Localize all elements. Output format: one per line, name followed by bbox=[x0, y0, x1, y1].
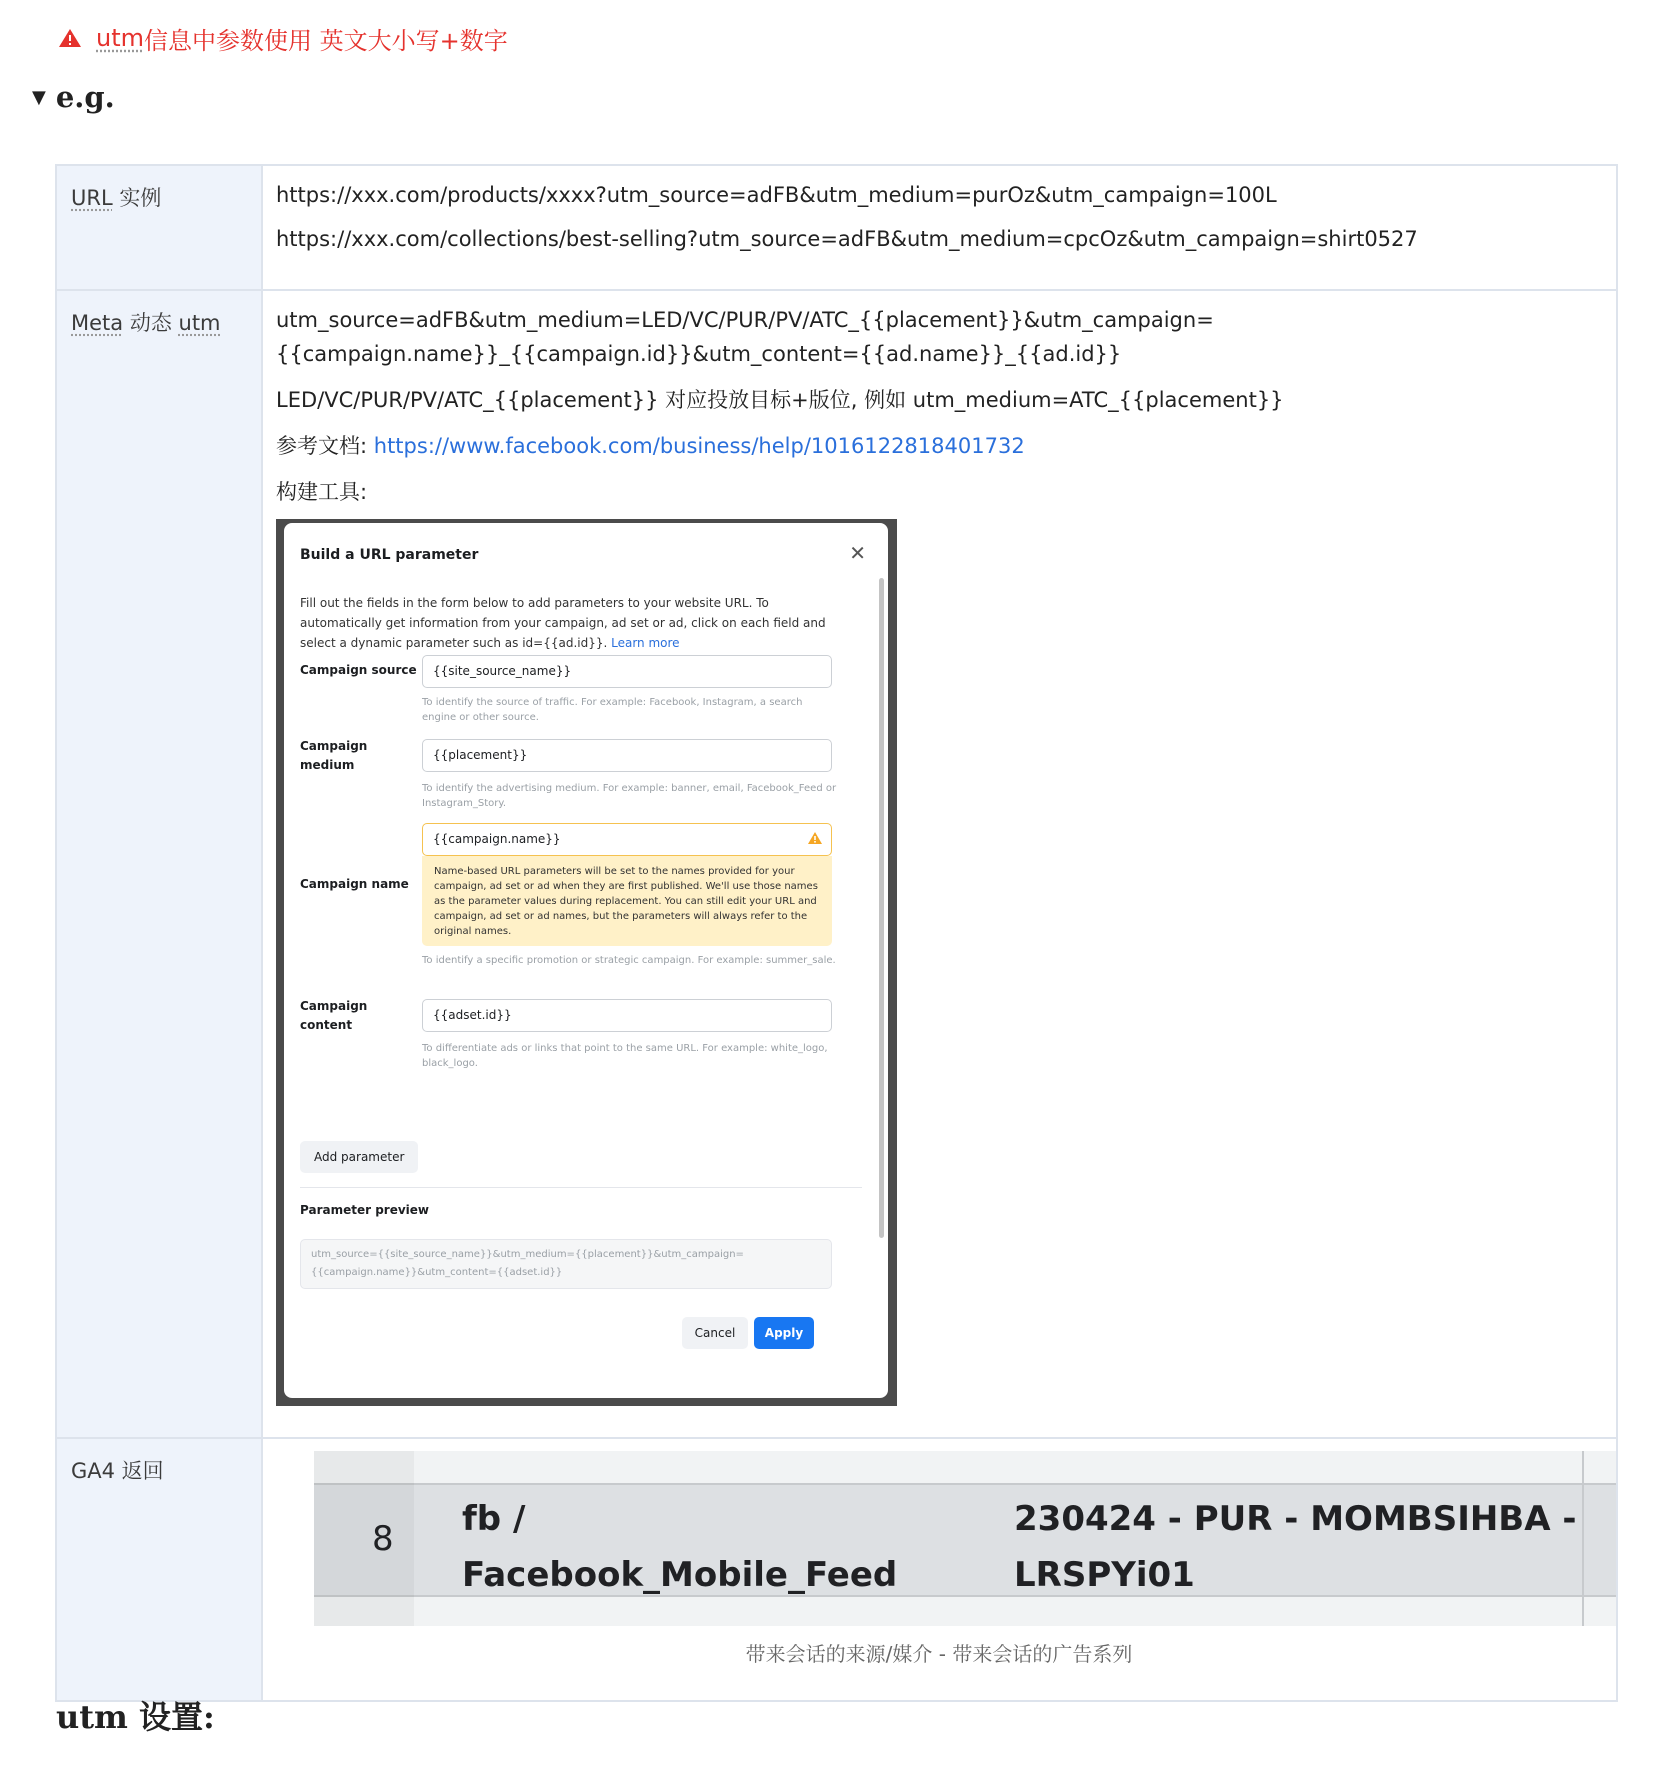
warning-prefix: utm bbox=[96, 24, 144, 52]
meta-utm-template-2: {{campaign.name}}_{{campaign.id}}&utm_content={{ad.name}}_{{ad.id}} bbox=[276, 342, 1122, 366]
eg-toggle[interactable] bbox=[32, 80, 115, 114]
url-example-2: https://xxx.com/collections/best-selling?utm_source=adFB&utm_medium=cpcOz&utm_campaign=shirt0527 bbox=[276, 227, 1418, 251]
url-example-1: https://xxx.com/products/xxxx?utm_source=adFB&utm_medium=purOz&utm_campaign=100L bbox=[276, 183, 1277, 207]
campaign-medium-hint: To identify the advertising medium. For example: banner, email, Facebook_Feed or Instagram_Story. bbox=[422, 783, 837, 809]
warning-triangle-icon bbox=[58, 28, 82, 48]
reference-line: 参考文档: https://www.facebook.com/business/help/1016122818401732 bbox=[276, 434, 1025, 458]
add-parameter-button[interactable]: Add parameter bbox=[300, 1141, 418, 1173]
ga4-row-number: 8 bbox=[372, 1519, 394, 1559]
example-table bbox=[55, 164, 1618, 1702]
campaign-medium-label: Campaign medium bbox=[300, 739, 368, 772]
parameter-preview-box: utm_source={{site_source_name}}&utm_medium={{placement}}&utm_campaign={{campaign.name}}&utm_content={{adset.id}} bbox=[300, 1239, 832, 1289]
row-value-ga4 bbox=[262, 1438, 1617, 1701]
warning-triangle-icon bbox=[807, 831, 823, 845]
warning-text: 信息中参数使用 英文大小写+数字 bbox=[144, 26, 508, 55]
ga4-report-screenshot bbox=[314, 1451, 1616, 1626]
campaign-source-input[interactable]: {{site_source_name}} bbox=[422, 655, 832, 688]
ga4-caption: 带来会话的来源/媒介 - 带来会话的广告系列 bbox=[745, 1642, 1133, 1666]
apply-button[interactable]: Apply bbox=[754, 1317, 814, 1349]
dialog-title: Build a URL parameter bbox=[300, 547, 479, 563]
campaign-name-label: Campaign name bbox=[300, 877, 409, 891]
meta-utm-template-1: utm_source=adFB&utm_medium=LED/VC/PUR/PV/ATC_{{placement}}&utm_campaign= bbox=[276, 308, 1214, 332]
learn-more-link[interactable]: Learn more bbox=[611, 636, 680, 650]
caret-down-icon: ▼ bbox=[32, 86, 46, 108]
url-builder-screenshot bbox=[276, 519, 897, 1406]
url-builder-dialog bbox=[284, 523, 888, 1398]
ga4-source-medium: fb / Facebook_Mobile_Feed bbox=[462, 1499, 898, 1595]
campaign-source-label: Campaign source bbox=[300, 663, 417, 677]
table-row-ga4 bbox=[56, 1438, 1617, 1701]
divider bbox=[300, 1187, 862, 1188]
ga4-campaign: 230424 - PUR - MOMBSIHBA - LRSPYi01 bbox=[1014, 1499, 1577, 1595]
dialog-intro: Fill out the fields in the form below to add parameters to your website URL. To automatically get information from your campaign, ad set or ad, click on each field and select a dynamic parameter such as id={{ad.id}}. Learn more bbox=[300, 596, 826, 650]
close-icon[interactable]: ✕ bbox=[849, 541, 866, 565]
campaign-name-hint: To identify a specific promotion or strategic campaign. For example: summer_sale. bbox=[422, 955, 836, 966]
row-value-meta bbox=[262, 290, 1617, 1438]
campaign-name-input[interactable]: {{campaign.name}} bbox=[422, 823, 832, 856]
section-heading: utm 设置: bbox=[56, 1698, 215, 1736]
campaign-content-hint: To differentiate ads or links that point to the same URL. For example: white_logo, black_logo. bbox=[422, 1043, 828, 1069]
campaign-content-input[interactable]: {{adset.id}} bbox=[422, 999, 832, 1032]
scrollbar[interactable] bbox=[879, 578, 884, 1238]
row-key-meta: Meta 动态 utm bbox=[56, 290, 262, 1438]
campaign-medium-input[interactable]: {{placement}} bbox=[422, 739, 832, 772]
parameter-preview-title: Parameter preview bbox=[300, 1203, 430, 1217]
meta-utm-explain: LED/VC/PUR/PV/ATC_{{placement}} 对应投放目标+版位, 例如 utm_medium=ATC_{{placement}} bbox=[276, 388, 1284, 412]
cancel-button[interactable]: Cancel bbox=[682, 1317, 748, 1349]
warning-note bbox=[58, 18, 508, 58]
campaign-name-warning: Name-based URL parameters will be set to the names provided for your campaign, ad set or ad when they are first published. We'll use those names as the parameter values during replacement. You can still edit your URL and campaign, ad set or ad names, but the parameters will always refer to the original names. bbox=[422, 856, 832, 946]
table-row-meta bbox=[56, 290, 1617, 1438]
campaign-source-hint: To identify the source of traffic. For example: Facebook, Instagram, a search engine or other source. bbox=[422, 697, 803, 723]
eg-toggle-label: e.g. bbox=[55, 80, 115, 114]
campaign-content-label: Campaign content bbox=[300, 999, 368, 1032]
reference-link[interactable]: https://www.facebook.com/business/help/1016122818401732 bbox=[373, 434, 1025, 458]
row-value-url bbox=[262, 165, 1617, 290]
row-key-ga4: GA4 返回 bbox=[56, 1438, 262, 1701]
table-row-url bbox=[56, 165, 1617, 290]
row-key-url: URL 实例 bbox=[56, 165, 262, 290]
tool-label: 构建工具: bbox=[276, 480, 368, 504]
